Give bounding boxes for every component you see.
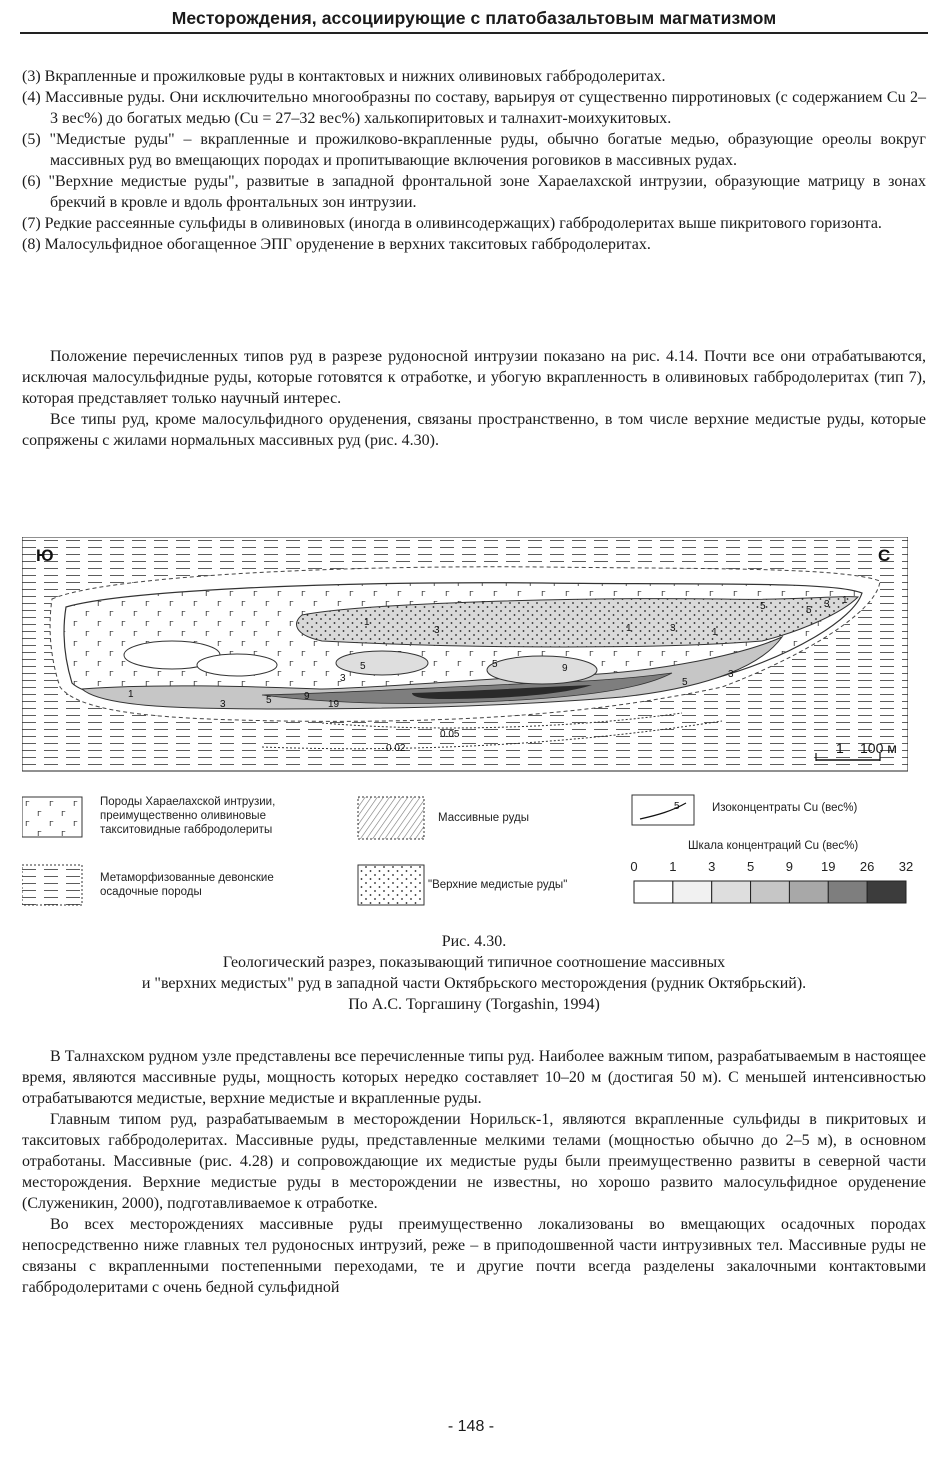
legend-swatch-intrusion xyxy=(22,797,82,837)
contour-label: 3 xyxy=(434,625,440,636)
legend-label-intrusion: Породы Хараелахской интрузии, преимущественно оливиновые такситовидные габбродолериты xyxy=(100,796,276,836)
scale-segment xyxy=(751,881,790,903)
legend-swatch-isoconcentration xyxy=(632,795,694,825)
scale-tick-label: 5 xyxy=(746,859,755,874)
concentration-scale xyxy=(634,881,906,903)
scale-segment xyxy=(789,881,828,903)
scale-tick-label: 3 xyxy=(708,859,716,874)
scale-title: Шкала концентраций Cu (вес%) xyxy=(688,840,859,852)
scale-segment xyxy=(867,881,906,903)
contour-label: 1 xyxy=(364,617,370,628)
running-title: Месторождения, ассоциирующие с платобазальтовым магматизмом xyxy=(171,8,777,28)
contour-label: 5 xyxy=(760,601,766,612)
paragraphs-bottom xyxy=(22,1046,926,1298)
ore-types-list xyxy=(22,66,926,255)
scale-tick-label: 9 xyxy=(785,859,794,874)
scale-bar-start-label: 1 xyxy=(836,740,844,756)
scale-segment xyxy=(673,881,712,903)
figure-4-30 xyxy=(22,537,914,917)
isoconcentration-sample-label: 5 xyxy=(674,801,680,812)
contour-label: 1 xyxy=(626,623,632,634)
scale-bar-end-label: 100 м xyxy=(860,740,897,756)
legend-swatch-upper-cuprous xyxy=(358,865,424,905)
legend-label-upper-cuprous: "Верхние медистые руды" xyxy=(428,879,568,891)
page-number: - 148 - xyxy=(447,1418,495,1435)
list-item: (4) Массивные руды. Они исключительно многообразны по составу, варьируя от существенно пирротиновых (с содержанием Cu 2–3 вес%) до богатых медью (Cu = 27–32 вес%) халькопиритовых и талнахит-моихукитовых. xyxy=(22,89,926,127)
figure-caption xyxy=(22,931,926,1015)
contour-label: 5 xyxy=(682,677,688,688)
legend-swatch-sediments xyxy=(22,865,82,905)
paragraph: Положение перечисленных типов руд в разрезе рудоносной интрузии показано на рис. 4.14. Почти все они отрабатываются, исключая малосульфидные руды, которые готовятся к отработке, и убогую вкрапленность в оливиновых габбродолеритах (тип 7), которая представляет только научный интерес. xyxy=(22,348,926,407)
direction-south: Ю xyxy=(36,546,54,565)
scale-segment xyxy=(712,881,751,903)
scale-tick-label: 32 xyxy=(898,859,914,874)
list-item: (7) Редкие рассеянные сульфиды в оливиновых (иногда в оливинсодержащих) габбродолеритах выше пикритового горизонта. xyxy=(22,215,882,232)
legend-label-sediments: Метаморфизованные девонские осадочные породы xyxy=(100,872,274,898)
contour-label: 3 xyxy=(670,623,676,634)
contour-label: 3 xyxy=(824,599,830,610)
contour-label-low: 0.02 xyxy=(386,743,406,754)
contour-label: 3 xyxy=(340,673,346,684)
contour-label: 3 xyxy=(728,669,734,680)
contour-label: 9 xyxy=(562,663,568,674)
scale-segment xyxy=(828,881,867,903)
paragraph: В Талнахском рудном узле представлены все перечисленные типы руд. Наиболее важным типом, разрабатываемым в настоящее время, являются массивные руды, мощность которых нередко составляет 10–20 м (достигая 50 м). С меньшей интенсивностью отрабатываются медистые, верхние медистые и вкрапленные руды. xyxy=(22,1048,926,1107)
caption-line: Геологический разрез, показывающий типичное соотношение массивных xyxy=(222,954,726,971)
contour-label: 9 xyxy=(304,691,310,702)
scale-tick-label: 19 xyxy=(821,859,836,874)
direction-north: С xyxy=(878,546,891,565)
list-item: (3) Вкрапленные и прожилковые руды в контактовых и нижних оливиновых габбродолеритах. xyxy=(22,68,666,85)
paragraph: Во всех месторождениях массивные руды преимущественно локализованы во вмещающих осадочных породах непосредственно ниже главных тел рудоносных интрузий, реже – в приподошвенной части интрузивных тел. Массивные руды не связаны с вкрапленными постепенными переходами, те и другие почти всегда разделены закалочными контактовыми габбродолеритами с очень бедной сульфидной xyxy=(22,1216,926,1296)
header-rule xyxy=(20,32,928,34)
contour-label: 1 xyxy=(842,595,848,606)
caption-line: и "верхних медистых" руд в западной части Октябрьского месторождения (рудник Октябрьский). xyxy=(141,975,807,992)
inclusion-2 xyxy=(197,654,277,676)
inclusion-3 xyxy=(487,656,597,684)
list-item: (6) "Верхние медистые руды", развитые в западной фронтальной зоне Хараелахской интрузии, образующие матрицу в зонах брекчий в кровле и вдоль фронтальных зон интрузии. xyxy=(22,173,926,211)
legend-swatch-massive xyxy=(358,797,424,839)
contour-label: 5 xyxy=(360,661,366,672)
scale-segment xyxy=(634,881,673,903)
contour-label: 3 xyxy=(220,699,226,710)
paragraph: Главным типом руд, разрабатываемым в месторождении Норильск-1, являются вкрапленные сульфиды в пикритовых и такситовых габбродолеритах. Массивные руды, представленные мелкими телами (мощностью обычно до 2–5 м), в основном отработаны. Массивные (рис. 4.28) и сопровождающие их медистые руды были преимущественно развиты в северной части месторождения. Верхние медистые руды в месторождении не известны, но хорошо развито малосульфидное оруденение (Служеникин, 2000), подготавливаемое к отработке. xyxy=(22,1111,926,1212)
caption-line: По А.С. Торгашину (Torgashin, 1994) xyxy=(348,996,600,1013)
contour-label: 5 xyxy=(806,605,812,616)
paragraphs-top xyxy=(22,346,926,451)
legend-label-isoconcentration: Изоконцентраты Cu (вес%) xyxy=(712,802,858,814)
contour-label: 5 xyxy=(266,695,272,706)
contour-label: 5 xyxy=(492,659,498,670)
scale-tick-label: 26 xyxy=(859,859,875,874)
contour-label: 1 xyxy=(128,689,134,700)
list-item: (5) "Медистые руды" – вкрапленные и прожилково-вкрапленные руды, обычно богатые медью, образующие ореолы вокруг массивных руд во вмещающих породах и пропитывающие включения роговиков в массивных рудах. xyxy=(22,131,926,169)
caption-number: Рис. 4.30. xyxy=(441,933,507,950)
inclusion-4 xyxy=(336,651,428,675)
contour-label: 1 xyxy=(712,627,718,638)
legend-label-massive: Массивные руды xyxy=(438,812,529,824)
scale-tick-label: 0 xyxy=(630,859,638,874)
list-item: (8) Малосульфидное обогащенное ЭПГ оруденение в верхних такситовых габбродолеритах. xyxy=(22,236,651,253)
contour-label: 19 xyxy=(328,699,340,710)
paragraph: Все типы руд, кроме малосульфидного оруденения, связаны пространственно, в том числе верхние медистые руды, которые сопряжены с жилами нормальных массивных руд (рис. 4.30). xyxy=(22,411,926,449)
scale-tick-label: 1 xyxy=(669,859,677,874)
contour-label-low: 0.05 xyxy=(440,729,460,740)
